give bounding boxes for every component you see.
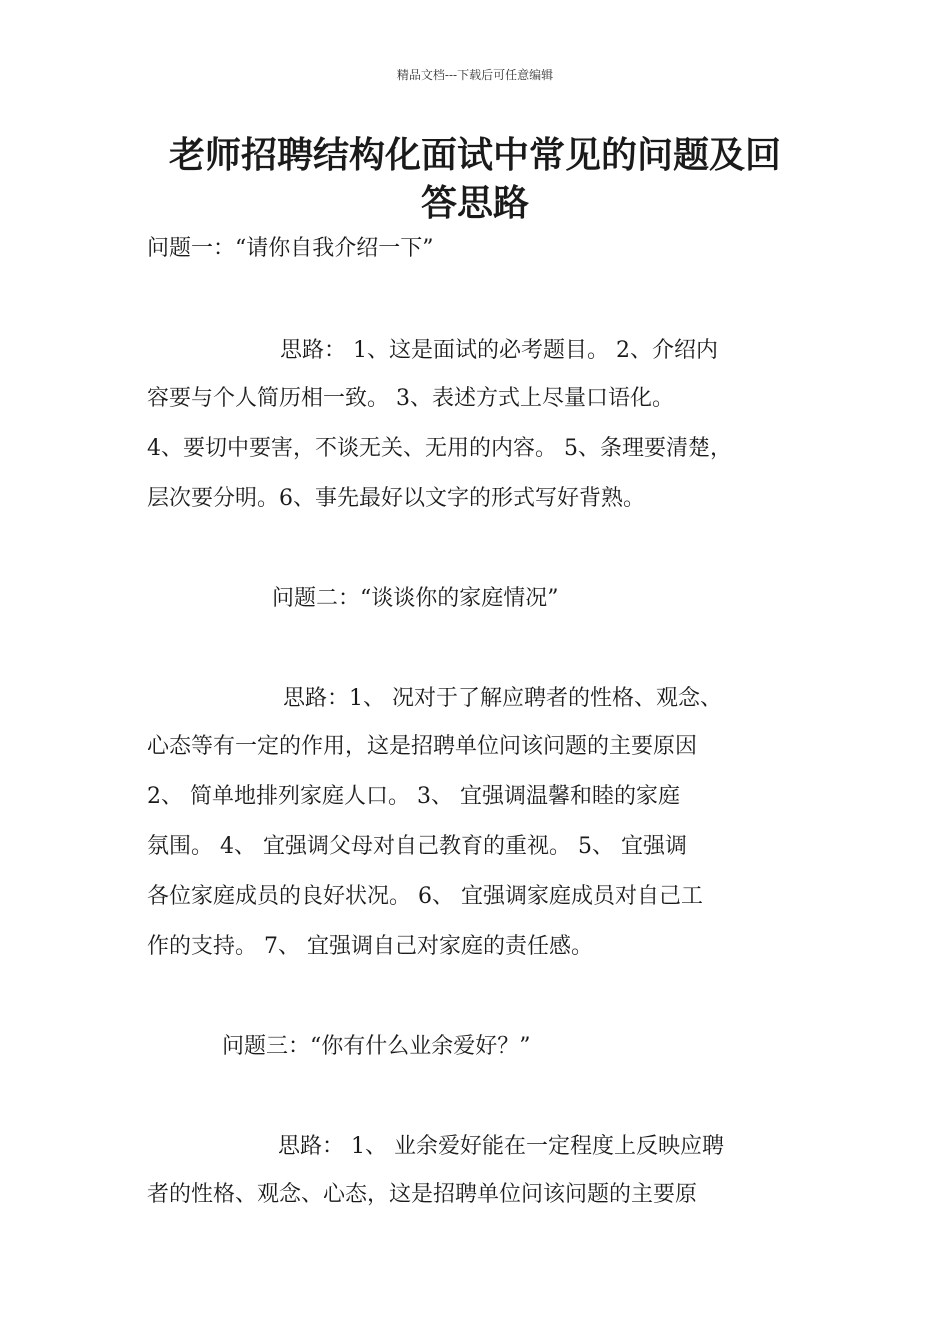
question-1: 问题一：“请你自我介绍一下” — [147, 236, 434, 261]
answer-2-line-3: 2、 简单地排列家庭人口。 3、 宜强调温馨和睦的家庭 — [147, 784, 680, 809]
answer-2-line-1: 思路：1、 况对于了解应聘者的性格、观念、 — [283, 686, 722, 711]
document-title-line-2: 答思路 — [420, 183, 529, 224]
page-header: 精品文档---下载后可任意编辑 — [396, 68, 554, 82]
answer-1-line-1: 思路： 1、这是面试的必考题目。 2、介绍内 — [280, 338, 718, 363]
answer-2-line-6: 作的支持。 7、 宜强调自己对家庭的责任感。 — [147, 934, 593, 959]
answer-1-line-3: 4、要切中要害，不谈无关、无用的内容。 5、条理要清楚， — [147, 436, 732, 461]
answer-1-line-2: 容要与个人简历相一致。 3、表述方式上尽量口语化。 — [147, 386, 674, 411]
question-2: 问题二：“谈谈你的家庭情况” — [272, 586, 559, 611]
answer-3-line-2: 者的性格、观念、心态，这是招聘单位问该问题的主要原 — [147, 1182, 698, 1207]
answer-3-line-1: 思路： 1、 业余爱好能在一定程度上反映应聘 — [278, 1134, 724, 1159]
document-title-line-1: 老师招聘结构化面试中常见的问题及回 — [168, 135, 781, 176]
answer-1-line-4: 层次要分明。6、事先最好以文字的形式写好背熟。 — [147, 486, 645, 511]
answer-2-line-4: 氛围。 4、 宜强调父母对自己教育的重视。 5、 宜强调 — [147, 834, 687, 859]
answer-2-line-5: 各位家庭成员的良好状况。 6、 宜强调家庭成员对自己工 — [147, 884, 703, 909]
question-3: 问题三：“你有什么业余爱好？” — [222, 1034, 531, 1059]
answer-2-line-2: 心态等有一定的作用，这是招聘单位问该问题的主要原因 — [147, 734, 698, 759]
